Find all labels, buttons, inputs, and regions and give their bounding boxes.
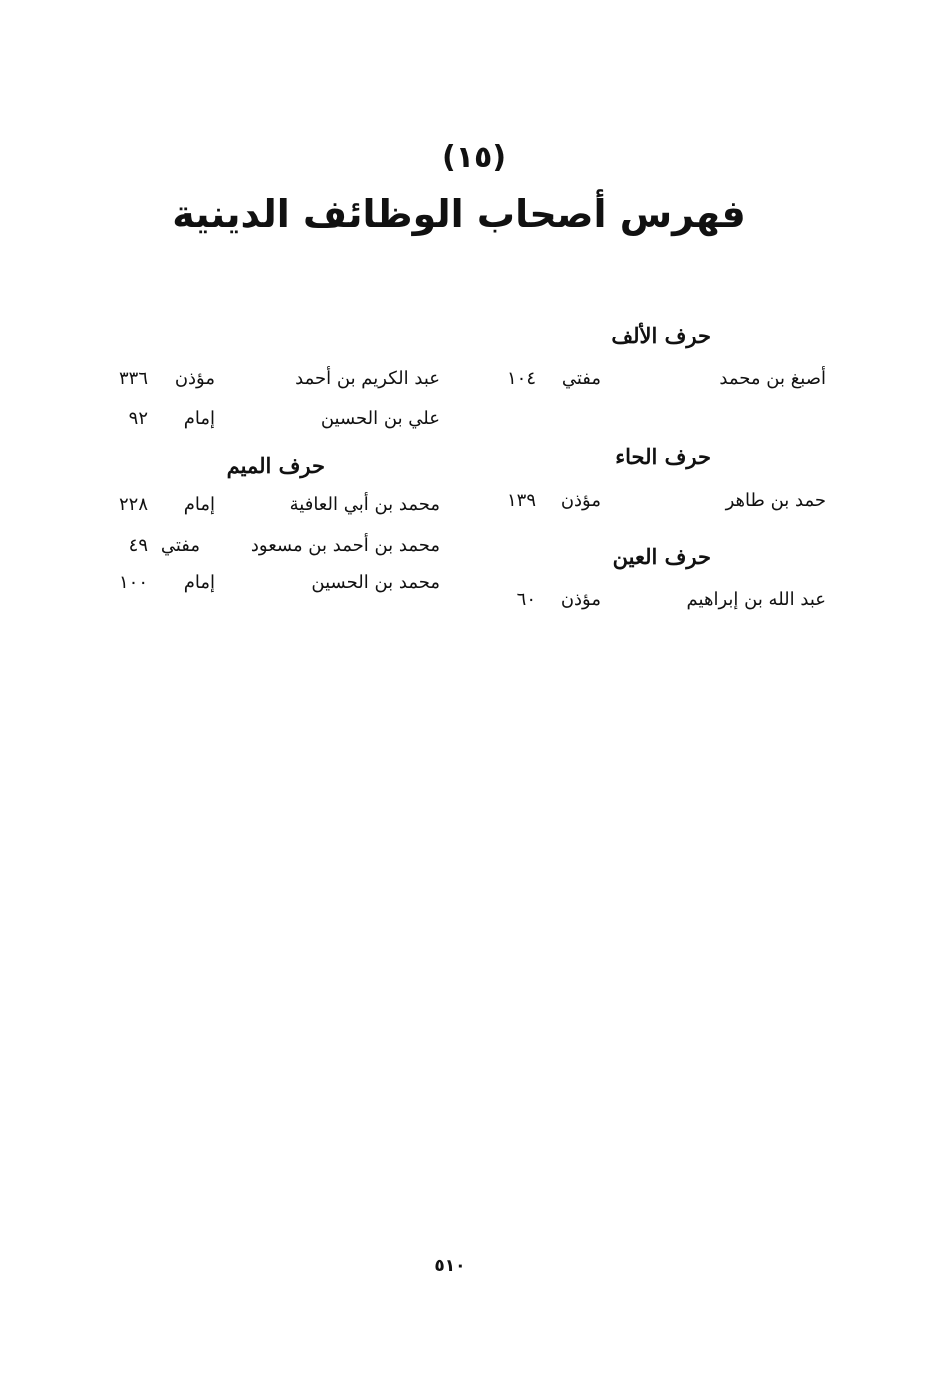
entry-page-number: ١٠٠ [118,572,148,593]
index-column-right [466,0,826,700]
index-entry [80,408,440,438]
entry-page-number: ٢٢٨ [118,494,148,515]
entry-page-number: ٩٢ [128,408,148,429]
entry-role: مؤذن [174,368,215,389]
entry-name: حمد بن طاهر [725,490,826,511]
entry-role: إمام [183,572,215,593]
index-entry [80,572,440,602]
entry-page-number: ٦٠ [516,589,536,610]
section-number: (١٥) [441,140,507,175]
page-title: فهرس أصحاب الوظائف الدينية [172,192,746,236]
index-column-left [80,0,440,700]
letter-heading-haa: حرف الحاء [615,444,711,469]
entry-name: محمد بن الحسين [311,572,440,593]
entry-role: مؤذن [560,589,601,610]
index-entry [80,535,440,565]
index-entry [80,368,440,398]
entry-name: محمد بن أبي العافية [289,494,440,515]
index-entry [466,368,826,398]
entry-name: عبد الكريم بن أحمد [295,368,440,389]
letter-heading-alif: حرف الألف [611,323,711,348]
entry-name: عبد الله بن إبراهيم [686,589,826,610]
entry-role: مؤذن [560,490,601,511]
entry-page-number: ٤٩ [128,535,148,556]
page-number: ٥١٠ [434,1256,466,1276]
entry-name: علي بن الحسين [320,408,440,429]
entry-page-number: ٣٣٦ [118,368,148,389]
entry-role: إمام [183,494,215,515]
entry-page-number: ١٣٩ [506,490,536,511]
entry-role: إمام [183,408,215,429]
entry-page-number: ١٠٤ [506,368,536,389]
index-entry [80,494,440,524]
entry-role: مفتي [561,368,601,389]
entry-name: محمد بن أحمد بن مسعود [250,535,440,556]
letter-heading-ayn: حرف العين [612,544,711,569]
entry-role: مفتي [160,535,200,556]
index-entry [466,589,826,619]
entry-name: أصبغ بن محمد [719,368,826,389]
letter-heading-meem: حرف الميم [226,453,325,478]
index-entry [466,490,826,520]
